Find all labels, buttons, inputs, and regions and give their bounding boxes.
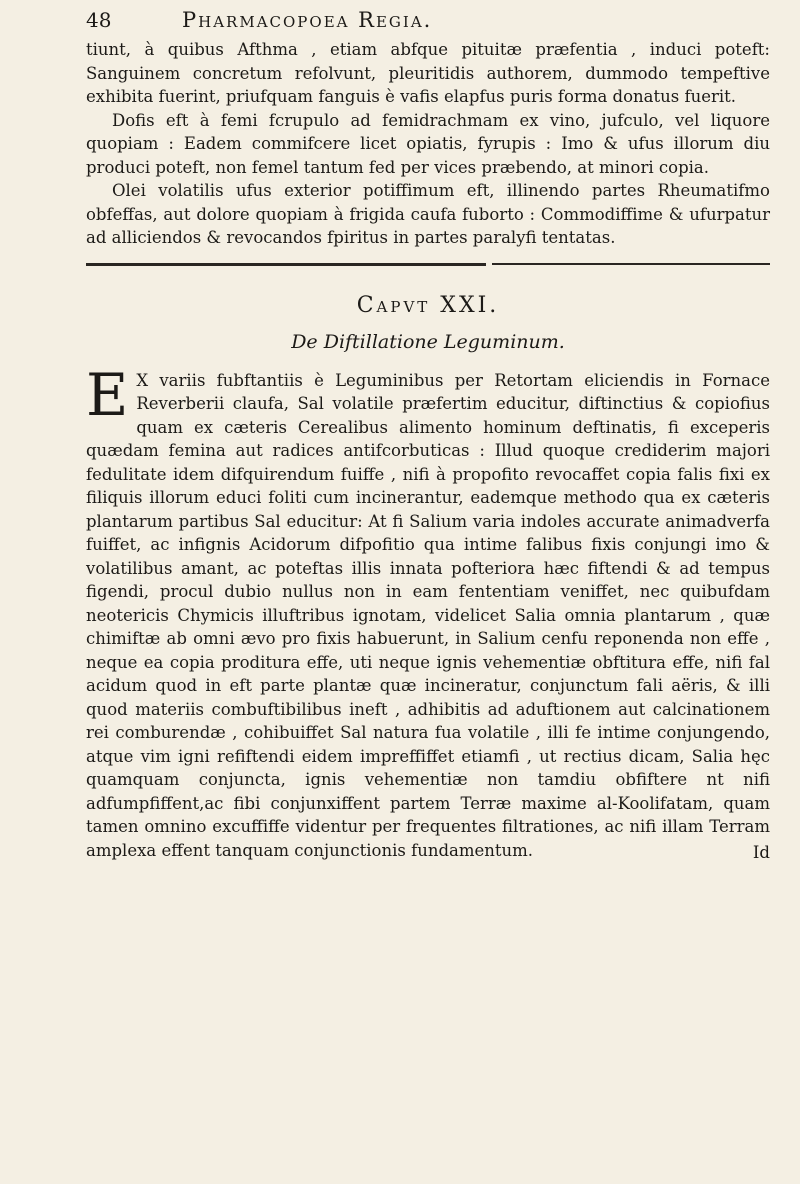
page [86, 8, 770, 862]
running-title: Pharmacopoea Regia. [182, 8, 433, 32]
chapter-paragraph: X variis fubftantiis è Leguminibus per Retortam eliciendis in Fornace Reverberii claufa, Sal volatile præfertim educitur, diftinctius & copiofius quam ex cæteris Cerealibus alimento hominum deftinatis, fi exceperis quædam femina aut radices antifcorbuticas : Illud quoque crediderim majori fedulitate idem difquirendum fuiffe , nifi à propofito revocaffet copia falis fixi ex filiquis illorum educi foliti cum incinerantur, eademque methodo qua ex cæteris plantarum partibus Sal educitur: At fi Salium varia indoles accurate animadverfa fuiffet, ac infignis Acidorum difpofitio qua intime falibus fixis conjungi imo & volatilibus amant, ac poteftas illis innata pofteriora hæc fiftendi & ad tempus figendi, procul dubio nullus non in eam fententiam veniffet, nec quibufdam neotericis Chymicis illuftribus ignotam, videlicet Salia omnia plantarum , quæ chimiftæ ab omni ævo pro fixis habuerunt, in Salium cenfu reponenda non effe , neque ea copia proditura effe, uti neque ignis vehementiæ obftitura effe, nifi fal acidum quod in eft parte plantæ quæ incineratur, conjunctum fali aëris, & illi quod materiis combuftibilibus ineft , adhibitis ad aduftionem aut calcinationem rei comburendæ , cohibuiffet Sal natura fua volatile , illi fe intime conjungendo, atque vim igni refiftendi eidem impreffiffet etiamfi , ut rectius dicam, Salia hęc quamquam conjuncta, ignis vehementiæ non tamdiu obfiftere nt nifi adfumpfiffent,ac fibi conjunxiffent partem Terræ maxime al-Koolifatam, quam tamen omnino excuffiffe videntur per frequentes filtrationes, ac nifi illam Terram amplexa effent tanquam conjunctionis fundamentum. [86, 370, 770, 860]
catchword: Id [752, 843, 770, 862]
section-divider [86, 263, 770, 267]
chapter-body [86, 360, 770, 863]
divider-rule-right [492, 263, 770, 267]
chapter-subtitle: De Diftillatione Leguminum. [291, 330, 565, 353]
drop-cap: E [86, 360, 129, 429]
divider-rule-left [86, 263, 486, 267]
paragraph-dosis: Dofis eft à femi fcrupulo ad femidrachmam ex vino, jufculo, vel liquore quopiam : Eadem commifcere licet opiatis, fyrupis : Imo & ufus illorum diu produci poteft, non femel tantum fed per vices præbendo, at minori copia. [86, 110, 770, 177]
paragraph-continued: tiunt, à quibus Afthma , etiam abfque pituitæ præfentia , induci poteft: Sanguinem concretum refolvunt, pleuritidis authorem, dummodo tempeftive exhibita fuerint, priufquam fanguis è vafis elapfus puris forma donatus fuerit. [86, 40, 770, 106]
running-head [86, 8, 770, 38]
chapter-title: Capvt XXI. [356, 292, 500, 318]
page-number: 48 [86, 8, 112, 32]
paragraph-olei: Olei volatilis ufus exterior potiffimum eft, illinendo partes Rheumatifmo obfeffas, aut dolore quopiam à frigida caufa fuborto : Commodiffime & ufurpatur ad alliciendos & revocandos fpiritus in partes paralyfi tentatas. [86, 181, 770, 247]
